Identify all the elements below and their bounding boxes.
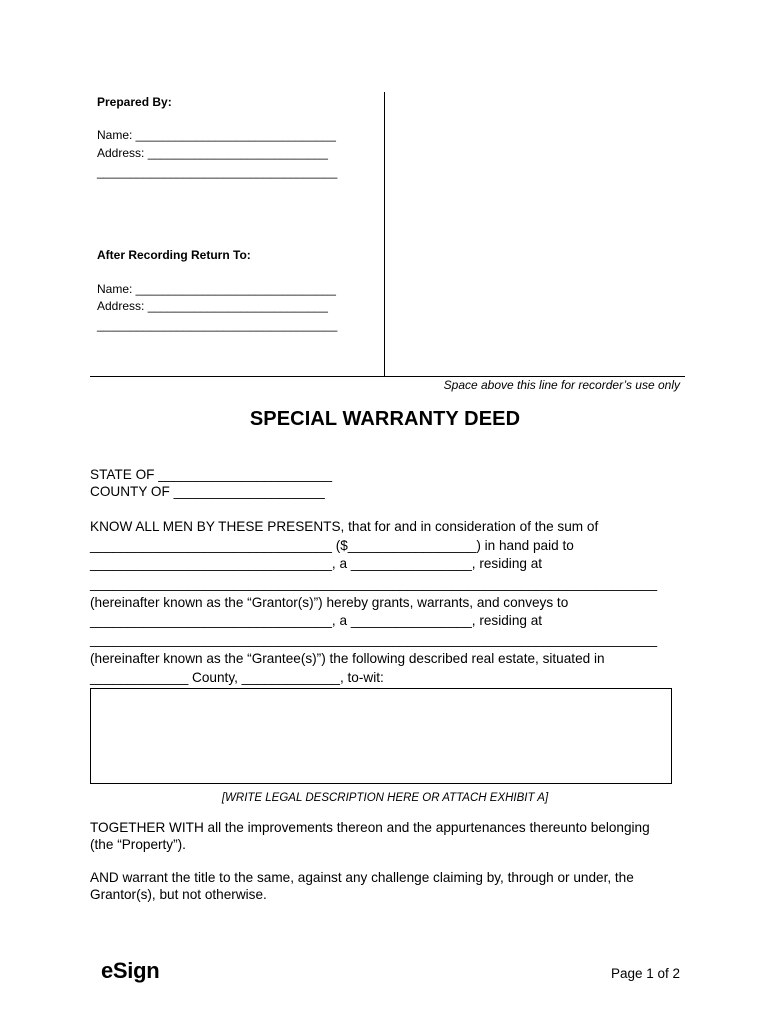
recorder-horizontal-divider — [90, 376, 685, 377]
return-to-address-line: Address: ___________________________ — [97, 299, 328, 313]
prepared-by-address-line-2: ____________________________________ — [97, 165, 338, 179]
recorder-use-note: Space above this line for recorder’s use only — [443, 378, 680, 392]
legal-description-note: [WRITE LEGAL DESCRIPTION HERE OR ATTACH EXHIBIT A] — [221, 792, 549, 804]
return-to-address-line-2: ____________________________________ — [97, 318, 338, 332]
page-number: Page 1 of 2 — [610, 966, 680, 981]
recorder-vertical-divider — [384, 92, 385, 376]
deed-title: SPECIAL WARRANTY DEED — [249, 408, 521, 430]
prepared-by-address-line: Address: ___________________________ — [97, 146, 328, 160]
warrant-line-2: Grantor(s), but not otherwise. — [90, 887, 267, 902]
county-line: COUNTY OF ____________________ — [90, 484, 325, 499]
state-line: STATE OF _______________________ — [90, 467, 333, 482]
grantor-address-line: ___________________________________________________________________________ — [90, 576, 658, 591]
consideration-line: KNOW ALL MEN BY THESE PRESENTS, that for and in consideration of the sum of — [90, 519, 599, 534]
amount-line: ________________________________ ($_________________) in hand paid to — [90, 538, 574, 553]
grantee-described-line: (hereinafter known as the “Grantee(s)”) the following described real estate, situated in — [90, 651, 605, 666]
grantee-name-line: ________________________________, a ________________, residing at — [90, 613, 543, 628]
return-to-name-line: Name: ______________________________ — [97, 282, 336, 296]
warrant-line-1: AND warrant the title to the same, against any challenge claiming by, through or under, the — [90, 870, 634, 885]
esign-logo: eSign — [101, 958, 160, 983]
prepared-by-name-line: Name: ______________________________ — [97, 128, 336, 142]
return-to-heading: After Recording Return To: — [97, 248, 251, 262]
prepared-by-heading: Prepared By: — [97, 95, 172, 109]
grantor-name-line: ________________________________, a ________________, residing at — [90, 556, 543, 571]
grantor-conveys-line: (hereinafter known as the “Grantor(s)”) hereby grants, warrants, and conveys to — [90, 595, 569, 610]
county-towit-line: _____________ County, _____________, to-wit: — [90, 670, 384, 685]
together-with-line-1: TOGETHER WITH all the improvements thereon and the appurtenances thereunto belonging — [90, 820, 650, 835]
grantee-address-line: ___________________________________________________________________________ — [90, 632, 658, 647]
together-with-line-2: (the “Property”). — [90, 837, 186, 852]
legal-description-box[interactable] — [90, 688, 672, 784]
